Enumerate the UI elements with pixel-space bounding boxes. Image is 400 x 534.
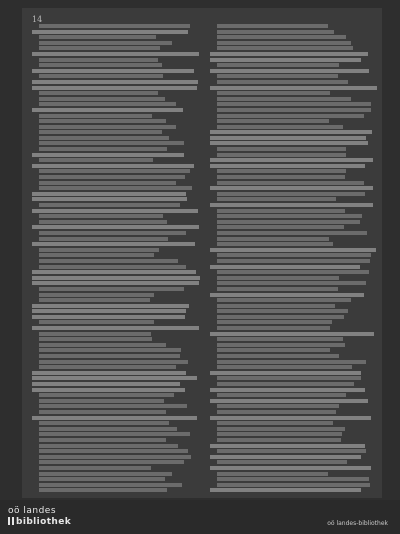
- text-line: [217, 343, 345, 347]
- text-line: [39, 46, 160, 50]
- logo-line-1: oö landes: [8, 506, 57, 516]
- text-line: [217, 393, 346, 397]
- text-line: [39, 404, 187, 408]
- text-line: [39, 365, 176, 369]
- logo-bars-icon: [8, 517, 14, 525]
- text-line: [39, 432, 190, 436]
- text-line: [217, 63, 339, 67]
- text-line: [217, 410, 336, 414]
- text-line: [39, 231, 186, 235]
- text-line: [39, 158, 153, 162]
- text-line: [39, 175, 185, 179]
- text-line: [39, 449, 188, 453]
- text-line: [32, 52, 199, 56]
- text-line: [39, 97, 165, 101]
- text-line: [217, 119, 329, 123]
- library-logo: [8, 507, 71, 527]
- text-line: [32, 86, 197, 90]
- text-line: [210, 136, 366, 140]
- text-line: [210, 52, 368, 56]
- text-line: [217, 225, 344, 229]
- text-line: [39, 91, 158, 95]
- text-line: [39, 287, 184, 291]
- text-line: [39, 63, 162, 67]
- text-line: [39, 237, 168, 241]
- text-line: [32, 304, 189, 308]
- text-line: [39, 488, 167, 492]
- text-line: [39, 147, 167, 151]
- text-line: [210, 332, 374, 336]
- text-line: [217, 231, 367, 235]
- text-line: [39, 119, 166, 123]
- text-line: [217, 74, 338, 78]
- text-line: [217, 102, 371, 106]
- text-line: [217, 304, 335, 308]
- text-line: [32, 108, 183, 112]
- text-line: [217, 427, 345, 431]
- text-line: [39, 259, 178, 263]
- text-column-right: [210, 24, 378, 494]
- text-line: [217, 46, 353, 50]
- text-line: [39, 248, 159, 252]
- text-line: [217, 421, 333, 425]
- text-line: [217, 477, 369, 481]
- text-line: [39, 24, 190, 28]
- text-line: [210, 158, 373, 162]
- text-line: [39, 427, 177, 431]
- text-line: [217, 382, 354, 386]
- text-line: [39, 360, 188, 364]
- text-line: [39, 348, 181, 352]
- text-line: [217, 114, 364, 118]
- text-line: [210, 293, 364, 297]
- text-line: [217, 449, 366, 453]
- text-line: [39, 337, 152, 341]
- text-line: [217, 298, 351, 302]
- text-line: [39, 214, 163, 218]
- text-line: [39, 186, 192, 190]
- text-line: [217, 35, 346, 39]
- text-line: [217, 197, 336, 201]
- text-line: [39, 354, 180, 358]
- text-line: [32, 209, 198, 213]
- text-line: [39, 74, 163, 78]
- text-line: [32, 388, 185, 392]
- text-line: [217, 404, 339, 408]
- text-line: [39, 293, 154, 297]
- text-line: [217, 108, 371, 112]
- text-line: [217, 242, 333, 246]
- text-line: [39, 332, 151, 336]
- text-line: [39, 253, 154, 257]
- text-line: [39, 438, 166, 442]
- text-line: [39, 393, 174, 397]
- text-line: [217, 365, 352, 369]
- text-line: [39, 102, 176, 106]
- text-line: [32, 69, 194, 73]
- text-line: [39, 35, 156, 39]
- text-line: [217, 97, 351, 101]
- text-line: [217, 80, 348, 84]
- text-line: [217, 483, 370, 487]
- text-line: [210, 186, 373, 190]
- text-line: [210, 466, 371, 470]
- text-line: [217, 175, 345, 179]
- text-line: [210, 388, 365, 392]
- text-line: [39, 477, 165, 481]
- text-line: [217, 354, 339, 358]
- text-line: [217, 125, 343, 129]
- text-line: [217, 181, 364, 185]
- text-line: [217, 169, 346, 173]
- text-line: [217, 432, 342, 436]
- text-line: [32, 30, 188, 34]
- text-line: [32, 197, 187, 201]
- text-line: [210, 69, 369, 73]
- text-line: [217, 460, 347, 464]
- text-line: [217, 91, 330, 95]
- text-column-left: [32, 24, 200, 494]
- text-line: [217, 320, 332, 324]
- text-line: [217, 376, 361, 380]
- text-line: [217, 287, 338, 291]
- text-line: [210, 58, 361, 62]
- text-line: [39, 460, 184, 464]
- text-line: [39, 58, 158, 62]
- credit-text: oö landes-bibliothek: [327, 520, 388, 527]
- text-line: [39, 136, 169, 140]
- text-line: [217, 147, 346, 151]
- text-line: [32, 326, 199, 330]
- text-line: [39, 203, 180, 207]
- text-line: [217, 220, 360, 224]
- text-line: [32, 376, 197, 380]
- text-line: [39, 410, 166, 414]
- text-line: [217, 30, 334, 34]
- text-line: [39, 181, 176, 185]
- text-line: [32, 270, 196, 274]
- text-line: [217, 270, 369, 274]
- text-line: [39, 343, 166, 347]
- text-line: [39, 298, 150, 302]
- text-line: [210, 86, 377, 90]
- text-line: [39, 455, 191, 459]
- text-line: [210, 130, 372, 134]
- text-line: [32, 242, 195, 246]
- text-line: [39, 41, 172, 45]
- text-line: [210, 416, 371, 420]
- text-line: [217, 153, 346, 157]
- text-line: [39, 114, 152, 118]
- text-line: [39, 169, 190, 173]
- text-line: [217, 209, 345, 213]
- text-line: [210, 444, 365, 448]
- text-line: [217, 309, 348, 313]
- text-line: [217, 315, 344, 319]
- text-line: [39, 141, 184, 145]
- text-line: [39, 483, 182, 487]
- text-line: [32, 225, 199, 229]
- text-line: [217, 281, 366, 285]
- text-line: [217, 253, 371, 257]
- text-line: [39, 130, 162, 134]
- text-line: [210, 371, 361, 375]
- text-line: [39, 444, 178, 448]
- text-line: [217, 276, 339, 280]
- text-line: [217, 192, 365, 196]
- text-line: [210, 265, 360, 269]
- text-line: [32, 371, 186, 375]
- text-line: [39, 320, 154, 324]
- scanned-page: [22, 8, 382, 498]
- text-line: [210, 455, 361, 459]
- text-line: [39, 220, 167, 224]
- text-line: [217, 41, 351, 45]
- logo-line-2: bibliothek: [16, 517, 72, 527]
- text-line: [210, 203, 373, 207]
- text-line: [32, 276, 200, 280]
- text-line: [32, 416, 197, 420]
- text-line: [32, 382, 180, 386]
- text-line: [32, 153, 184, 157]
- text-line: [39, 399, 164, 403]
- text-line: [217, 337, 343, 341]
- text-line: [217, 360, 366, 364]
- text-line: [217, 259, 370, 263]
- text-line: [217, 326, 330, 330]
- text-line: [32, 315, 185, 319]
- text-line: [217, 237, 329, 241]
- text-line: [39, 472, 172, 476]
- text-line: [39, 421, 169, 425]
- text-line: [217, 24, 328, 28]
- text-line: [39, 265, 186, 269]
- text-line: [39, 466, 151, 470]
- text-line: [32, 164, 194, 168]
- text-line: [210, 248, 376, 252]
- text-line: [217, 438, 341, 442]
- text-line: [210, 141, 368, 145]
- text-line: [32, 309, 186, 313]
- text-line: [210, 164, 365, 168]
- text-line: [210, 399, 368, 403]
- text-line: [217, 348, 330, 352]
- page-number: 14: [32, 15, 43, 24]
- text-line: [39, 125, 176, 129]
- text-line: [217, 214, 362, 218]
- text-line: [32, 80, 198, 84]
- text-line: [32, 281, 199, 285]
- text-line: [217, 472, 328, 476]
- text-line: [210, 488, 361, 492]
- text-line: [32, 192, 186, 196]
